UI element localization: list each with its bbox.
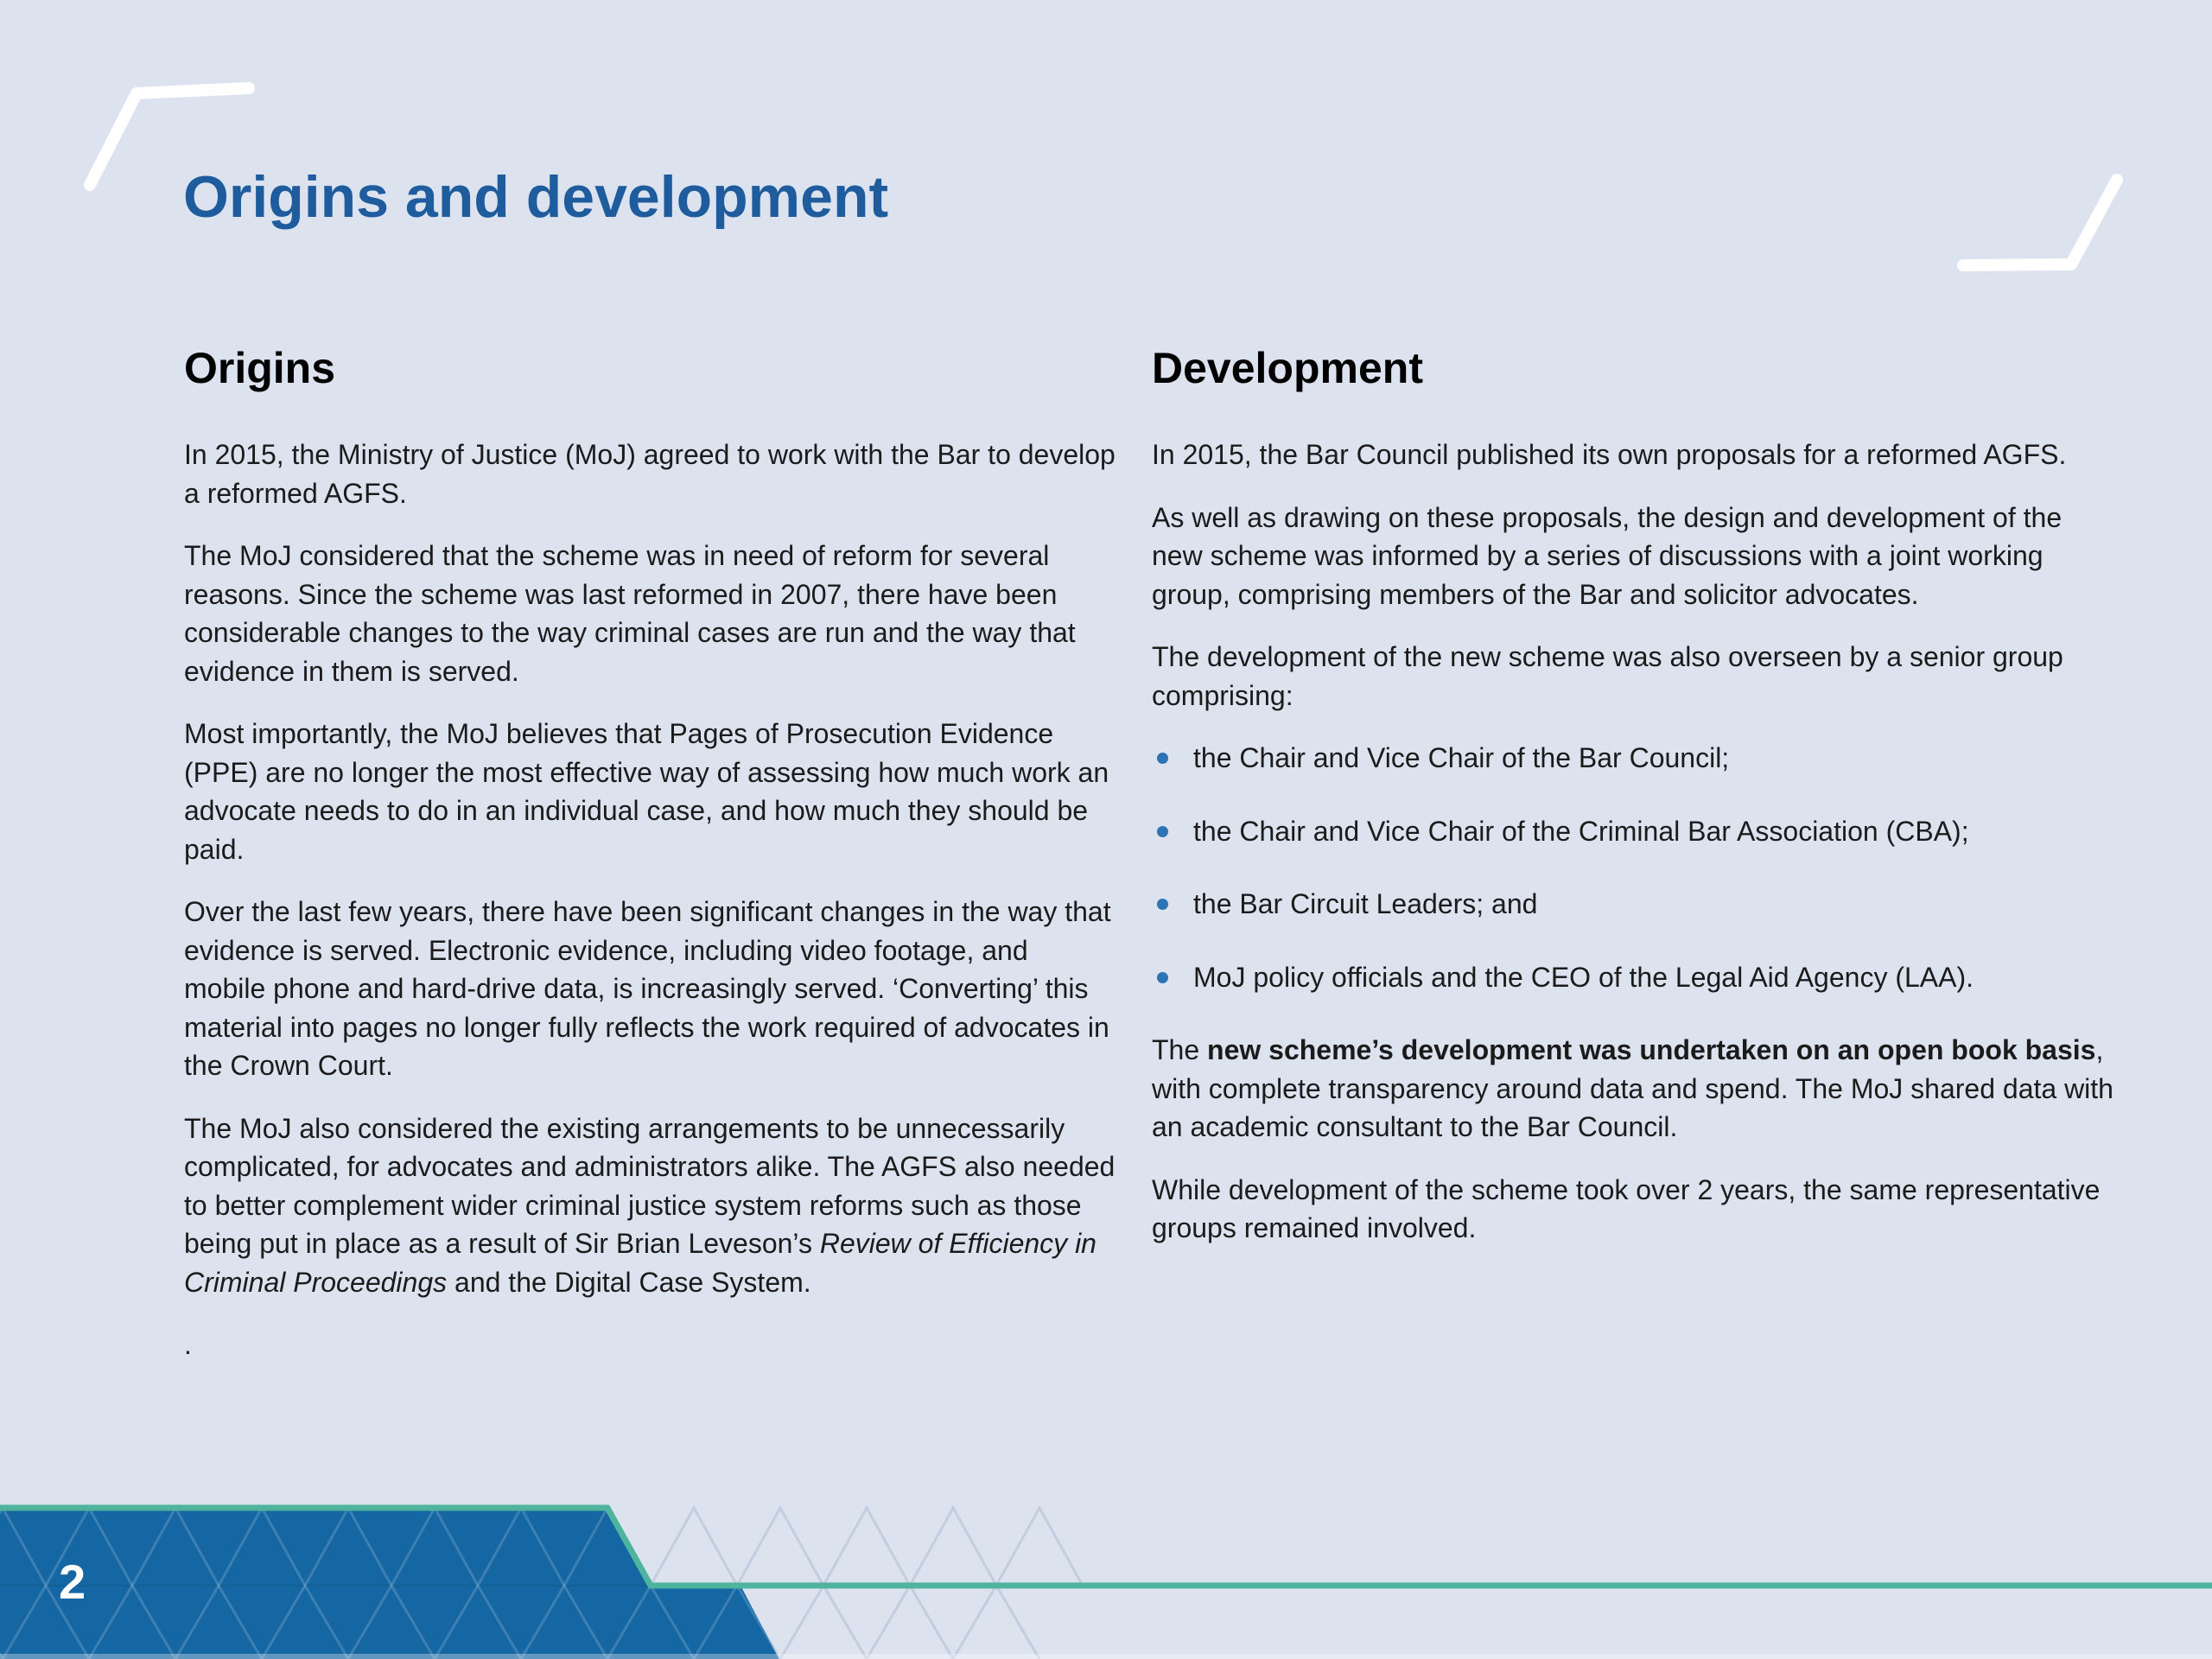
bullet-text <box>1193 812 1969 851</box>
text-run: . <box>184 1329 192 1360</box>
text-run: In 2015, the Bar Council published its own proposals for a reformed AGFS. <box>1152 439 2067 470</box>
bullet-dot-icon <box>1157 753 1168 764</box>
paragraph <box>184 893 1116 1085</box>
text-run: MoJ policy officials and the CEO of the Legal Aid Agency (LAA). <box>1193 961 1974 993</box>
bold-text-run: new scheme’s development was undertaken on an open book basis <box>1207 1034 2096 1065</box>
paragraph <box>184 1109 1116 1302</box>
paragraph <box>184 715 1116 868</box>
text-run: As well as drawing on these proposals, the design and development of the new scheme was informed by a series of discussions with a joint working group, comprising members of the Bar and solicitor advocates. <box>1152 501 2063 610</box>
bullet-list <box>1152 739 2114 996</box>
text-run: The <box>1152 1034 1208 1065</box>
bullet-dot-icon <box>1157 899 1168 910</box>
development-column <box>1152 344 2114 1272</box>
paragraph <box>1152 435 2114 474</box>
text-run: the Chair and Vice Chair of the Criminal Bar Association (CBA); <box>1193 815 1969 847</box>
paragraph <box>1152 499 2114 614</box>
origins-column <box>184 344 1116 1389</box>
text-run: Over the last few years, there have been significant changes in the way that evidence is served. Electronic evidence, including video footage, and mobile phone and hard-drive data, is increasingly served. ‘Converting’ this material into pages no longer fully reflects the work required of advocates in the Crown Court. <box>184 896 1111 1081</box>
footer-decoration <box>0 1503 2212 1659</box>
text-run: the Chair and Vice Chair of the Bar Council; <box>1193 742 1730 773</box>
bullet-text <box>1193 958 1974 997</box>
text-run: , with complete transparency around data and spend. The MoJ shared data with an academic consultant to the Bar Council. <box>1152 1034 2113 1142</box>
text-run: The development of the new scheme was also overseen by a senior group comprising: <box>1152 641 2063 711</box>
bullet-item <box>1152 812 2114 851</box>
text-run: Most importantly, the MoJ believes that Pages of Prosecution Evidence (PPE) are no longer the most effective way of assessing how much work an advocate needs to do in an individual case, and how much they should be paid. <box>184 718 1109 865</box>
bullet-item <box>1152 958 2114 997</box>
bullet-dot-icon <box>1157 826 1168 837</box>
bullet-text <box>1193 885 1537 924</box>
column-heading: Development <box>1152 344 1423 392</box>
page-number: 2 <box>59 1554 86 1609</box>
column-heading: Origins <box>184 344 336 392</box>
paragraph <box>184 1325 1116 1364</box>
paragraph <box>1152 1171 2114 1248</box>
text-run: The MoJ also considered the existing arrangements to be unnecessarily complicated, for advocates and administrators alike. The AGFS also needed to better complement wider criminal justice system reforms such as those being put in place as a result of Sir Brian Leveson’s <box>184 1112 1116 1259</box>
bullet-item <box>1152 885 2114 924</box>
paragraph <box>1152 1031 2114 1147</box>
bullet-item <box>1152 739 2114 778</box>
bottom-edge-highlight <box>0 1654 2212 1659</box>
text-run: While development of the scheme took over 2 years, the same representative groups remained involved. <box>1152 1173 2101 1243</box>
text-run: In 2015, the Ministry of Justice (MoJ) agreed to work with the Bar to develop a reformed AGFS. <box>184 439 1116 509</box>
paragraph <box>184 435 1116 512</box>
text-run: The MoJ considered that the scheme was in need of reform for several reasons. Since the scheme was last reformed in 2007, there have been considerable changes to the way criminal cases are run and the way that evidence in them is served. <box>184 540 1076 687</box>
page-title: Origins and development <box>183 163 889 230</box>
bullet-text <box>1193 739 1729 778</box>
italic-text-run: Review of Efficiency in Criminal Proceedings <box>184 1228 1096 1298</box>
paragraph <box>184 537 1116 690</box>
bullet-dot-icon <box>1157 972 1168 983</box>
text-run: and the Digital Case System. <box>447 1266 811 1298</box>
text-run: the Bar Circuit Leaders; and <box>1193 888 1538 919</box>
paragraph <box>1152 638 2114 715</box>
